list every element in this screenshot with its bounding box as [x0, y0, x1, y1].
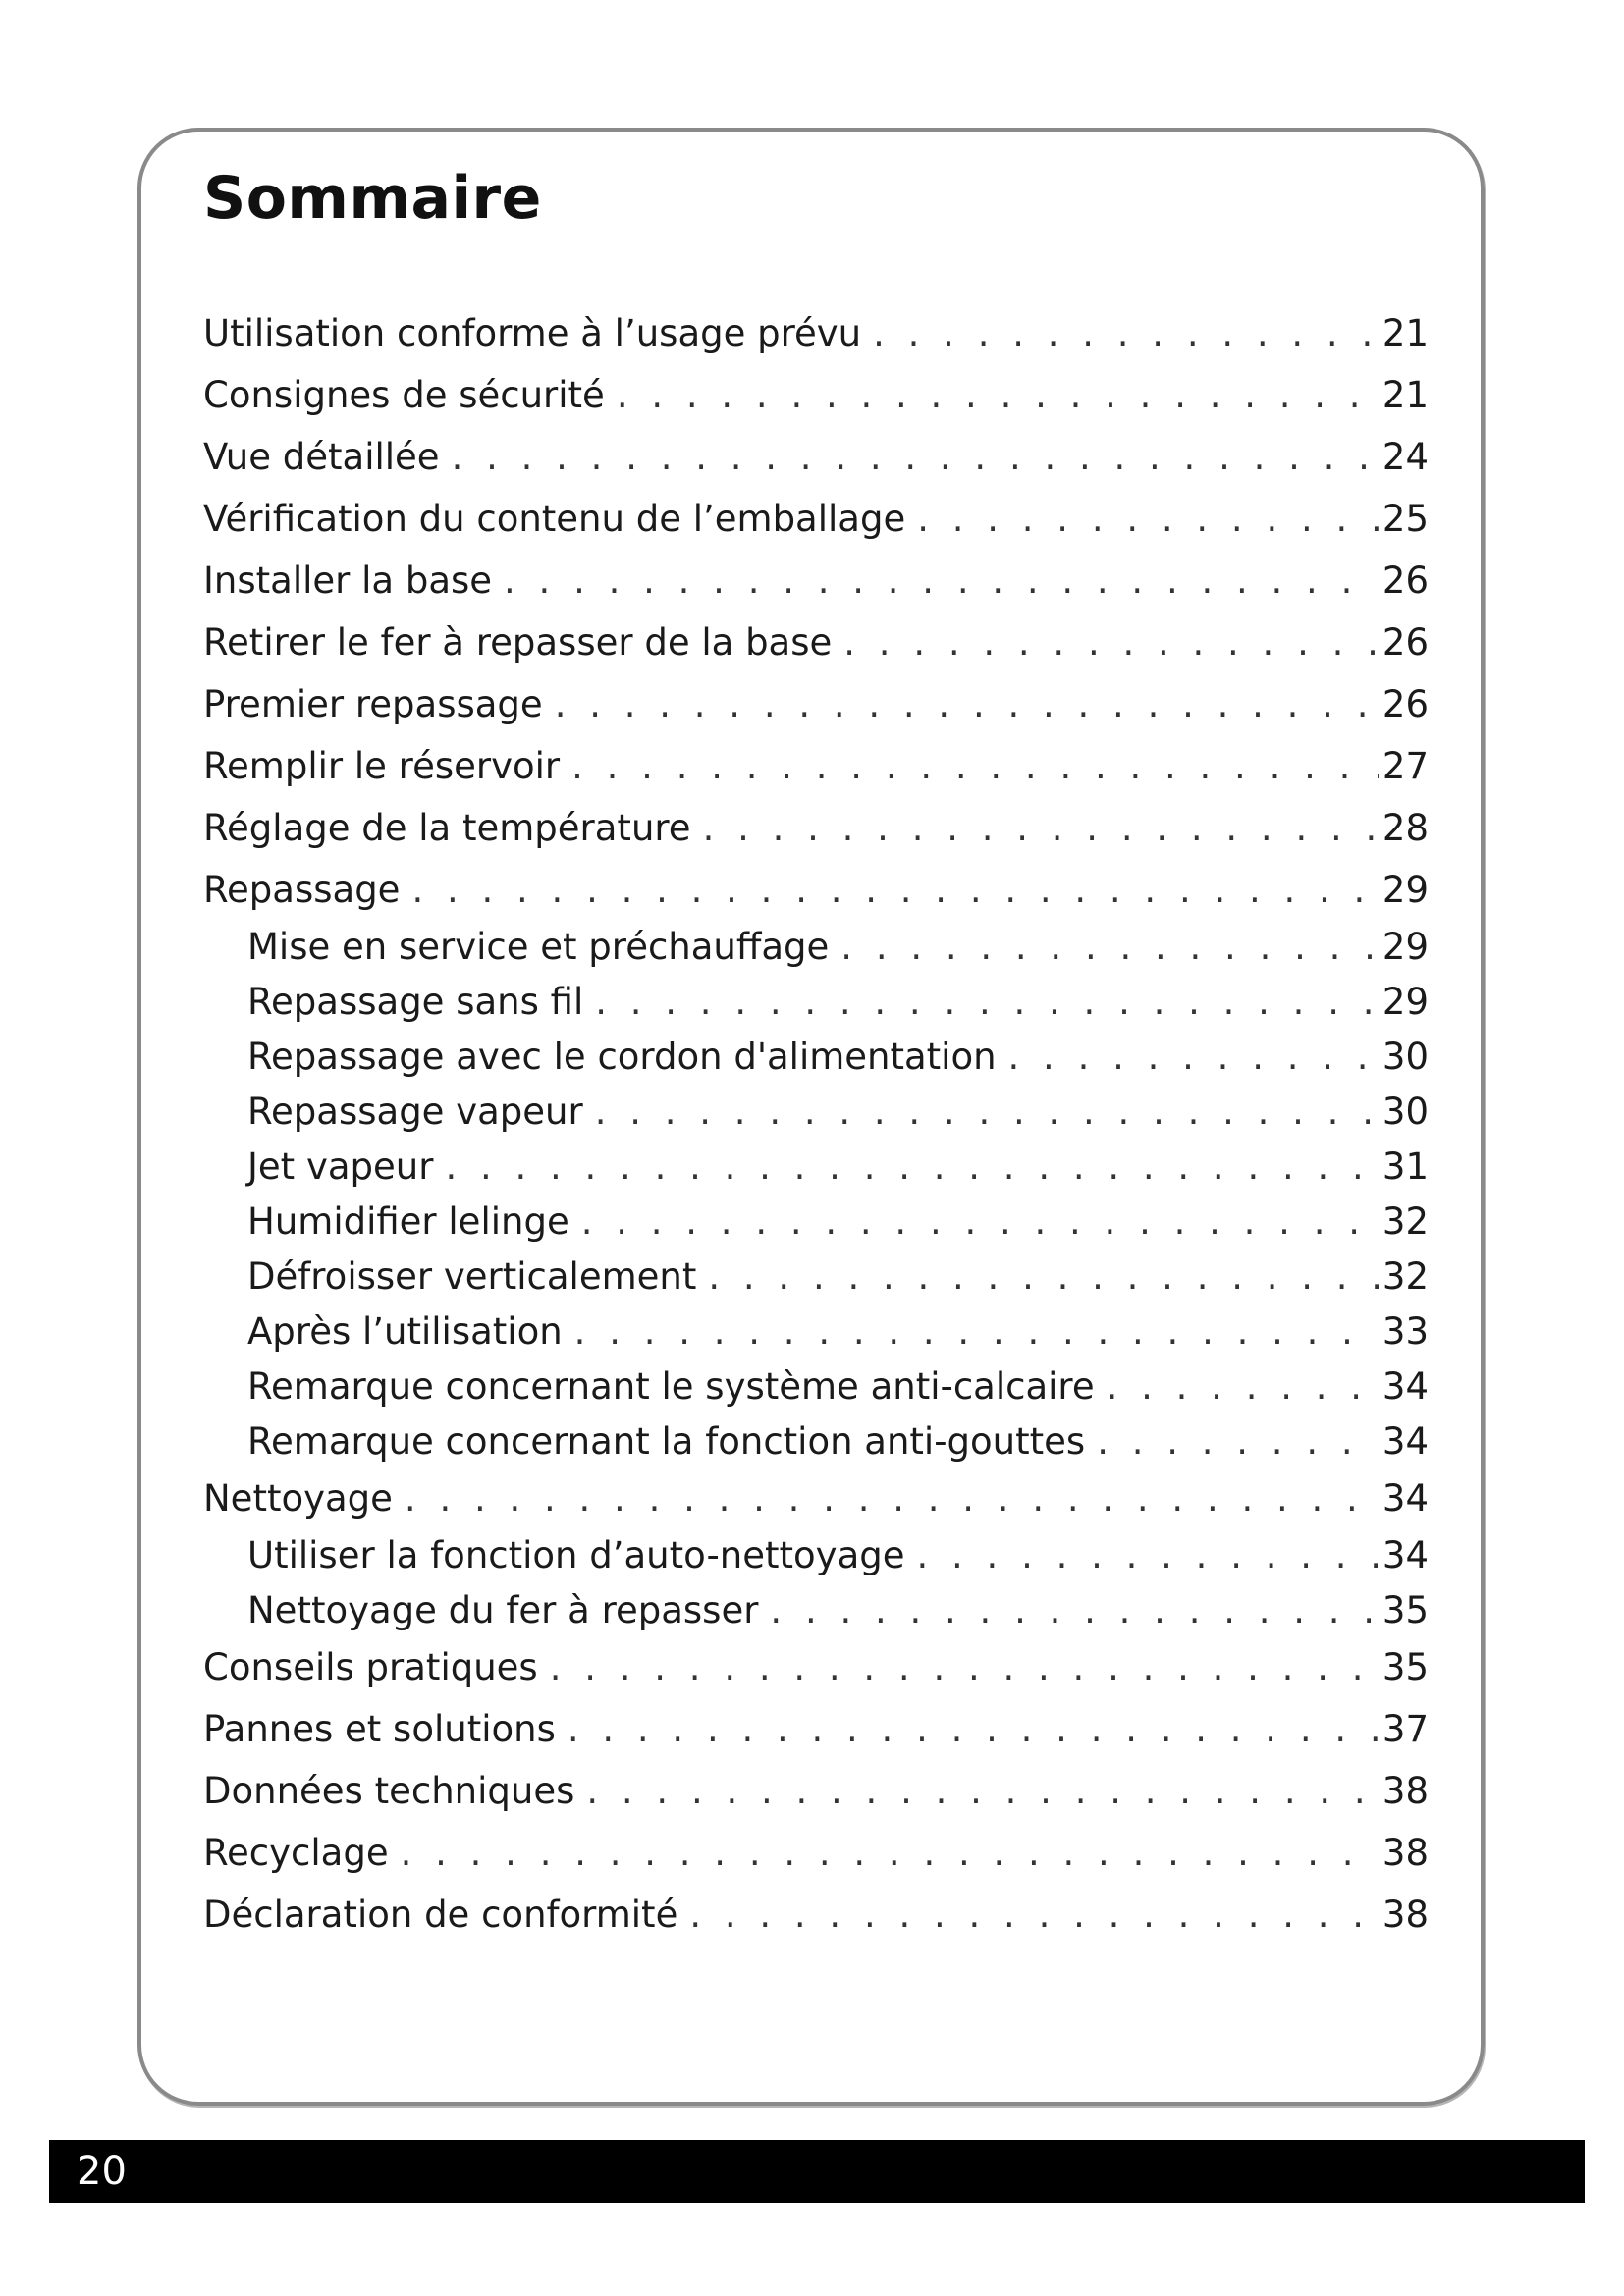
- toc-entry: [247, 1362, 1429, 1412]
- footer-bar: [49, 2140, 1585, 2203]
- toc-entry-label: Vérification du contenu de l’emballage: [203, 498, 906, 540]
- toc-entry-label: Repassage sans fil: [247, 981, 584, 1023]
- toc-entry: [247, 1198, 1429, 1247]
- toc-entry-page: 32: [1381, 1255, 1429, 1298]
- toc-entry-page: 38: [1381, 1832, 1429, 1874]
- toc-entry-page: 31: [1381, 1146, 1429, 1188]
- toc-entry: [203, 495, 1429, 544]
- toc-entry-page: 26: [1381, 560, 1429, 602]
- toc-entry-label: Retirer le fer à repasser de la base: [203, 621, 833, 664]
- toc-dot-leader: [555, 680, 1379, 729]
- toc-entry-label: Repassage: [203, 869, 401, 911]
- toc-entry: [203, 1829, 1429, 1878]
- toc-entry-page: 33: [1381, 1310, 1429, 1353]
- toc-entry: [203, 742, 1429, 791]
- toc-dot-leader: [873, 309, 1379, 358]
- toc-entry: [203, 1474, 1429, 1523]
- toc-entry: [203, 433, 1429, 482]
- toc-dot-leader: [1107, 1362, 1379, 1412]
- toc-entry-page: 32: [1381, 1201, 1429, 1243]
- toc-dot-leader: [840, 923, 1379, 972]
- toc-dot-leader: [405, 1474, 1379, 1523]
- toc-entry-label: Utiliser la fonction d’auto-nettoyage: [247, 1534, 905, 1576]
- toc-entry-page: 34: [1381, 1365, 1429, 1408]
- toc-entry: [247, 1531, 1429, 1580]
- toc-entry: [203, 309, 1429, 358]
- toc-dot-leader: [1097, 1417, 1379, 1467]
- toc-dot-leader: [574, 1308, 1379, 1357]
- toc-dot-leader: [571, 742, 1379, 791]
- toc-entry-label: Recyclage: [203, 1832, 389, 1874]
- toc-entry-page: 34: [1381, 1477, 1429, 1520]
- toc-dot-leader: [595, 978, 1379, 1027]
- toc-entry-page: 25: [1381, 498, 1429, 540]
- toc-entry-page: 30: [1381, 1091, 1429, 1133]
- toc-dot-leader: [595, 1088, 1379, 1137]
- toc-entry: [203, 804, 1429, 853]
- toc-entry: [247, 923, 1429, 972]
- toc-entry-label: Installer la base: [203, 560, 493, 602]
- toc-entry-page: 29: [1381, 869, 1429, 911]
- toc-entry-page: 26: [1381, 683, 1429, 725]
- toc-entry-page: 28: [1381, 807, 1429, 849]
- toc-entry-page: 38: [1381, 1894, 1429, 1936]
- toc-entry-label: Vue détaillée: [203, 436, 440, 478]
- toc-entry-page: 37: [1381, 1708, 1429, 1750]
- toc-entry-label: Remarque concernant le système anti-calcaire: [247, 1365, 1095, 1408]
- toc-entry: [203, 1891, 1429, 1940]
- toc-entry-page: 35: [1381, 1589, 1429, 1631]
- toc-entry-label: Repassage avec le cordon d'alimentation: [247, 1036, 997, 1078]
- toc-entry-label: Nettoyage du fer à repasser: [247, 1589, 759, 1631]
- toc-entry-label: Données techniques: [203, 1770, 575, 1812]
- toc-entry: [203, 1643, 1429, 1692]
- toc-entry-label: Conseils pratiques: [203, 1646, 538, 1688]
- toc-entry: [203, 557, 1429, 606]
- toc-entry-label: Réglage de la température: [203, 807, 691, 849]
- toc-dot-leader: [586, 1767, 1379, 1816]
- toc-entry: [203, 1767, 1429, 1816]
- toc-dot-leader: [411, 866, 1378, 915]
- toc-dot-leader: [550, 1643, 1379, 1692]
- toc-entry: [247, 1253, 1429, 1302]
- toc-entry-page: 24: [1381, 436, 1429, 478]
- toc-entry-label: Remplir le réservoir: [203, 745, 561, 787]
- toc-entry: [247, 1417, 1429, 1467]
- toc-entry-page: 34: [1381, 1534, 1429, 1576]
- toc-entry-label: Jet vapeur: [247, 1146, 434, 1188]
- toc-dot-leader: [504, 557, 1379, 606]
- toc-entry-page: 29: [1381, 981, 1429, 1023]
- toc-entry-label: Remarque concernant la fonction anti-gouttes: [247, 1420, 1086, 1463]
- toc-entry-label: Mise en service et préchauffage: [247, 926, 830, 968]
- toc-entry-page: 21: [1381, 374, 1429, 416]
- toc-entry: [203, 371, 1429, 420]
- toc-dot-leader: [843, 618, 1379, 667]
- toc-dot-leader: [445, 1143, 1378, 1192]
- toc-dot-leader: [1008, 1033, 1379, 1082]
- toc-dot-leader: [770, 1586, 1378, 1635]
- toc-entry: [247, 1586, 1429, 1635]
- toc-entry-label: Nettoyage: [203, 1477, 393, 1520]
- toc-entry-page: 34: [1381, 1420, 1429, 1463]
- toc-entry-page: 35: [1381, 1646, 1429, 1688]
- toc-entry-page: 38: [1381, 1770, 1429, 1812]
- toc-dot-leader: [689, 1891, 1379, 1940]
- toc-entry: [247, 1308, 1429, 1357]
- toc-entry: [203, 1705, 1429, 1754]
- toc-entry-page: 21: [1381, 312, 1429, 354]
- toc-entry: [247, 1088, 1429, 1137]
- toc-entry: [247, 1033, 1429, 1082]
- toc-entry-label: Repassage vapeur: [247, 1091, 583, 1133]
- toc-dot-leader: [568, 1705, 1379, 1754]
- toc-dot-leader: [581, 1198, 1379, 1247]
- toc-entry-page: 26: [1381, 621, 1429, 664]
- toc-entry: [247, 978, 1429, 1027]
- toc-dot-leader: [917, 495, 1379, 544]
- toc-dot-leader: [708, 1253, 1379, 1302]
- toc-entry-label: Humidifier lelinge: [247, 1201, 569, 1243]
- toc-dot-leader: [401, 1829, 1379, 1878]
- toc-dot-leader: [703, 804, 1379, 853]
- toc-entry-label: Consignes de sécurité: [203, 374, 605, 416]
- toc-dot-leader: [452, 433, 1379, 482]
- toc-list: [203, 0, 1429, 2296]
- toc-entry: [203, 866, 1429, 915]
- toc-entry: [203, 680, 1429, 729]
- toc-entry: [203, 618, 1429, 667]
- toc-entry-page: 27: [1381, 745, 1429, 787]
- toc-dot-leader: [917, 1531, 1379, 1580]
- toc-entry-label: Défroisser verticalement: [247, 1255, 697, 1298]
- toc-entry-page: 29: [1381, 926, 1429, 968]
- toc-entry-label: Utilisation conforme à l’usage prévu: [203, 312, 862, 354]
- toc-entry-label: Premier repassage: [203, 683, 543, 725]
- toc-entry-label: Pannes et solutions: [203, 1708, 556, 1750]
- toc-entry: [247, 1143, 1429, 1192]
- toc-entry-label: Après l’utilisation: [247, 1310, 563, 1353]
- toc-title: Sommaire: [203, 164, 542, 233]
- footer-page-number: 20: [77, 2149, 127, 2194]
- toc-entry-page: 30: [1381, 1036, 1429, 1078]
- toc-entry-label: Déclaration de conformité: [203, 1894, 678, 1936]
- toc-dot-leader: [617, 371, 1379, 420]
